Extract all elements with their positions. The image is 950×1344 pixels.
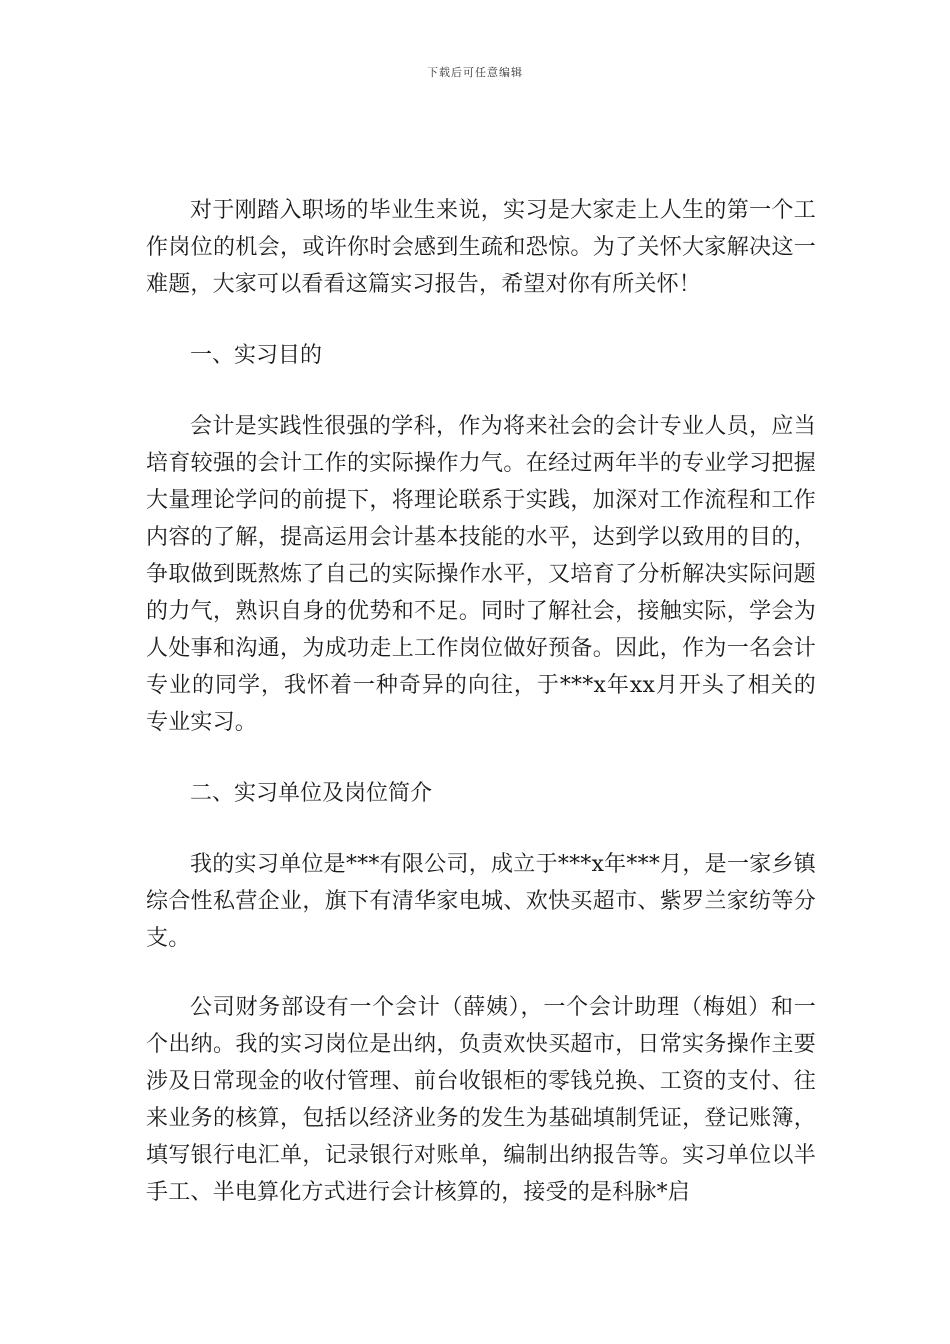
section-1-title: 一、实习目的	[190, 343, 323, 368]
intro-paragraph: 对于刚踏入职场的毕业生来说，实习是大家走上人生的第一个工作岗位的机会，或许你时会感到生疏和恐惊。为了关怀大家解决这一难题，大家可以看看这篇实习报告，希望对你有所关怀！	[146, 198, 816, 297]
document-body	[146, 192, 816, 1211]
section-1-paragraph: 会计是实践性很强的学科，作为将来社会的会计专业人员，应当培育较强的会计工作的实际操作力气。在经过两年半的专业学习把握大量理论学问的前提下，将理论联系于实践，加深对工作流程和工作内容的了解，提高运用会计基本技能的水平，达到学以致用的目的，争取做到既熬炼了自己的实际操作水平，又培育了分析解决实际问题的力气，熟识自身的优势和不足。同时了解社会，接触实际，学会为人处事和沟通，为成功走上工作岗位做好预备。因此，作为一名会计专业的同学，我怀着一种奇异的向往，于***x年xx月开头了相关的专业实习。	[146, 414, 816, 735]
spacer	[146, 812, 816, 846]
spacer	[146, 303, 816, 337]
section-2-paragraph-2: 公司财务部设有一个会计（薛姨），一个会计助理（梅姐）和一个出纳。我的实习岗位是出纳，负责欢快买超市，日常实务操作主要涉及日常现金的收付管理、前台收银柜的零钱兑换、工资的支付、往来业务的核算，包括以经济业务的发生为基础填制凭证，登记账簿，填写银行电汇单，记录银行对账单，编制出纳报告等。实习单位以半手工、半电算化方式进行会计核算的，接受的是科脉*启	[146, 995, 816, 1205]
spacer	[146, 374, 816, 408]
page-header-note: 下载后可任意编辑	[427, 66, 523, 79]
spacer	[146, 957, 816, 989]
section-2-paragraph-1: 我的实习单位是***有限公司，成立于***x年***月，是一家乡镇综合性私营企业，旗下有清华家电城、欢快买超市、紫罗兰家纺等分支。	[146, 852, 816, 951]
section-2-title: 二、实习单位及岗位简介	[190, 781, 433, 806]
spacer	[146, 741, 816, 775]
